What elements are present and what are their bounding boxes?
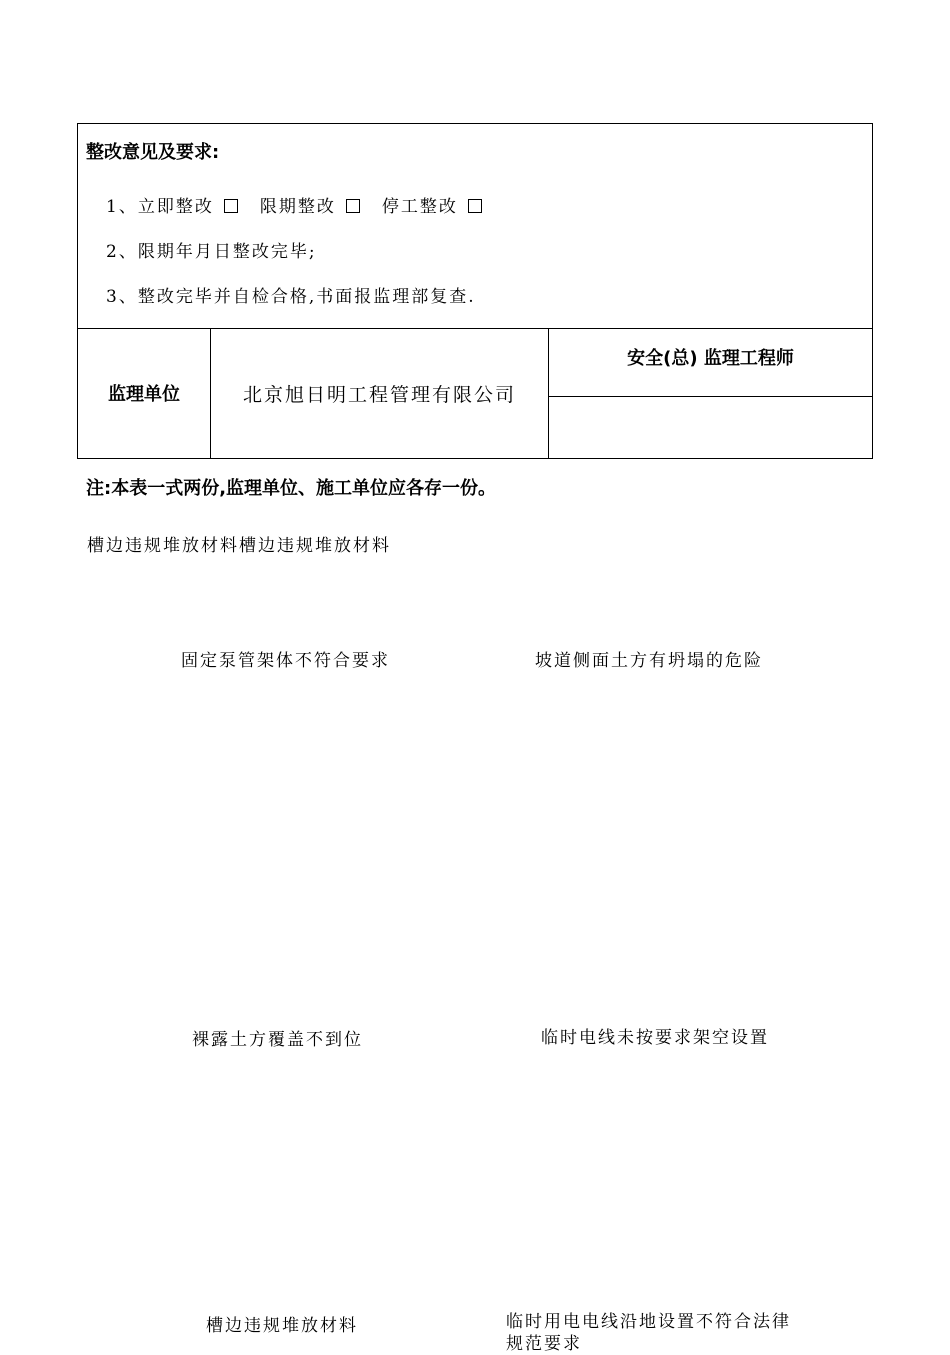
photo-caption-top: 槽边违规堆放材料槽边违规堆放材料 bbox=[87, 536, 391, 556]
rectification-section bbox=[78, 124, 872, 329]
safety-engineer-label: 安全(总) 监理工程师 bbox=[549, 328, 872, 397]
rectification-title: 整改意见及要求: bbox=[86, 142, 220, 163]
photo-caption-ground-wire: 临时用电电线沿地设置不符合法律规范要求 bbox=[506, 1312, 791, 1354]
option-immediate bbox=[138, 192, 238, 217]
photo-caption-pump-pipe: 固定泵管架体不符合要求 bbox=[181, 651, 390, 671]
rectification-review-line: 3、整改完毕并自检合格,书面报监理部复查. bbox=[106, 287, 476, 307]
option-immediate-checkbox[interactable] bbox=[224, 199, 238, 213]
option-deadline-label: 限期整改 bbox=[259, 197, 336, 217]
inspection-form-table bbox=[77, 123, 873, 459]
options-prefix: 1、 bbox=[106, 197, 138, 217]
photo-caption-trench-materials: 槽边违规堆放材料 bbox=[206, 1316, 358, 1336]
supervision-row bbox=[78, 328, 872, 458]
rectification-deadline-line: 2、限期年月日整改完毕; bbox=[106, 242, 317, 262]
form-note: 注:本表一式两份,监理单位、施工单位应各存一份。 bbox=[86, 478, 497, 499]
option-deadline-checkbox[interactable] bbox=[346, 199, 360, 213]
engineer-signature-cell bbox=[549, 398, 872, 458]
photo-caption-soil-cover: 裸露土方覆盖不到位 bbox=[192, 1030, 363, 1050]
option-immediate-label: 立即整改 bbox=[137, 197, 214, 217]
option-stop-work-label: 停工整改 bbox=[381, 197, 458, 217]
supervision-unit-label: 监理单位 bbox=[78, 328, 211, 458]
option-stop-work-checkbox[interactable] bbox=[468, 199, 482, 213]
photo-caption-slope-collapse: 坡道侧面土方有坍塌的危险 bbox=[535, 651, 763, 671]
option-stop-work bbox=[382, 192, 482, 217]
rectification-options-line bbox=[106, 192, 504, 217]
option-deadline bbox=[260, 192, 360, 217]
photo-caption-overhead-wire: 临时电线未按要求架空设置 bbox=[541, 1028, 769, 1048]
supervision-company: 北京旭日明工程管理有限公司 bbox=[211, 328, 549, 458]
